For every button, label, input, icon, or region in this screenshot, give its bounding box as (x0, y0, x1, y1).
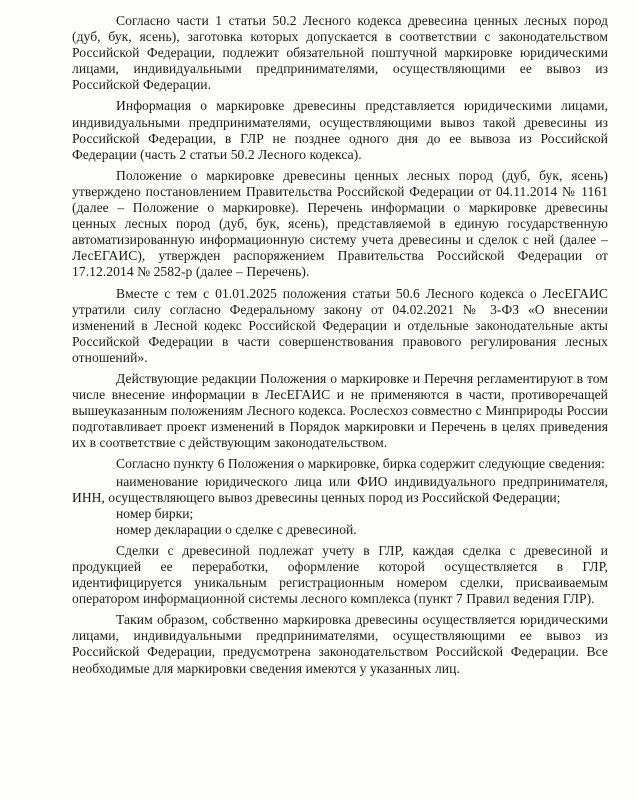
paragraph-tag-contents-intro: Согласно пункту 6 Положения о маркировке, бирка содержит следующие сведения: (116, 456, 605, 472)
list-item: номер декларации о сделке с древесиной. (116, 521, 357, 537)
paragraph-conclusion: Таким образом, собственно маркировка древесины осуществляется юридическими лицами, индивидуальными предпринимателями, осуществляющими ее вывоз из Российской Федерации, предусмотрена законодательством Российской Федерации. Все необходимые для маркировки сведения имеются у указанных лиц. (72, 612, 608, 676)
list-item: номер бирки; (116, 505, 194, 521)
tag-contents-list (72, 474, 608, 538)
paragraph-transactions: Сделки с древесиной подлежат учету в ГЛР, каждая сделка с древесиной и продукцией ее переработки, оформление которой осуществляется в ГЛР, идентифицируется уникальным регистрационным номером сделки, присваиваемым оператором информационной системы лесного комплекса (пункт 7 Правил ведения ГЛР). (72, 542, 608, 607)
paragraph-marking-information: Информация о маркировке древесины представляется юридическими лицами, индивидуальными предпринимателями, осуществляющими вывоз такой древесины из Российской Федерации, в ГЛР не позднее одного дня до ее вывоза из Российской Федерации (часть 2 статьи 50.2 Лесного кодекса). (72, 98, 608, 162)
list-item: наименование юридического лица или ФИО индивидуального предпринимателя, ИНН, осуществляющего вывоз древесины ценных пород из Российской Федерации; (72, 473, 608, 505)
paragraph-lesegais-repeal: Вместе с тем с 01.01.2025 положения статьи 50.6 Лесного кодекса о ЛесЕГАИС утратили силу согласно Федеральному закону от 04.02.2021 № 3-ФЗ «О внесении изменений в Лесной кодекс Российской Федерации и отдельные законодательные акты Российской Федерации в части совершенствования правового регулирования лесных отношений». (72, 285, 608, 365)
paragraph-current-editions: Действующие редакции Положения о маркировке и Перечня регламентируют в том числе внесение информации в ЛесЕГАИС и не применяются в части, противоречащей вышеуказанным положениям Лесного кодекса. Рослесхоз совместно с Минприроды России подготавливает проект изменений в Порядок маркировки и Перечень в целях приведения их в соответствие с действующим законодательством. (72, 370, 608, 451)
paragraph-marking-regulation: Положение о маркировке древесины ценных лесных пород (дуб, бук, ясень) утверждено постановлением Правительства Российской Федерации от 04.11.2014 № 1161 (далее – Положение о маркировке). Перечень информации о маркировке древесины ценных лесных пород (дуб, бук, ясень), представляемой в единую государственную автоматизированную информационную систему учета древесины и сделок с ней (далее – ЛесЕГАИС), утвержден распоряжением Правительства Российской Федерации от 17.12.2014 № 2582-р (далее – Перечень). (72, 167, 608, 280)
paragraph-marking-obligation: Согласно части 1 статьи 50.2 Лесного кодекса древесина ценных лесных пород (дуб, бук, ясень), заготовка которых допускается в соответствии с законодательством Российской Федерации, подлежит обязательной поштучной маркировке юридическими лицами, индивидуальными предпринимателями, осуществляющими ее вывоз из Российской Федерации. (72, 13, 608, 93)
